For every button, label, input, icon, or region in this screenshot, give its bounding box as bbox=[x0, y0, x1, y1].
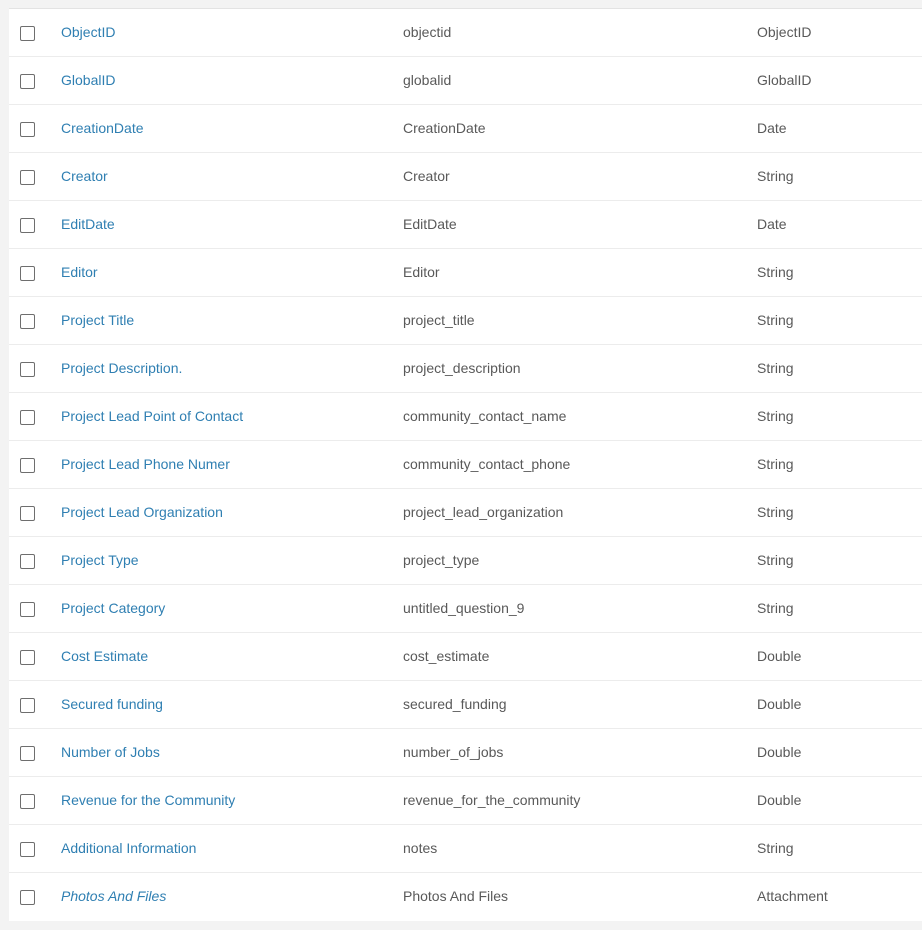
row-checkbox[interactable] bbox=[20, 410, 35, 425]
field-name: revenue_for_the_community bbox=[403, 792, 581, 808]
field-alias-link[interactable]: Project Lead Phone Numer bbox=[61, 456, 230, 472]
row-checkbox[interactable] bbox=[20, 602, 35, 617]
table-row bbox=[9, 9, 922, 57]
row-checkbox[interactable] bbox=[20, 746, 35, 761]
table-row bbox=[9, 729, 922, 777]
field-type: String bbox=[757, 264, 794, 280]
field-alias-link[interactable]: Additional Information bbox=[61, 840, 197, 856]
field-name: EditDate bbox=[403, 216, 457, 232]
table-row bbox=[9, 201, 922, 249]
row-checkbox[interactable] bbox=[20, 362, 35, 377]
field-type: String bbox=[757, 600, 794, 616]
field-name: untitled_question_9 bbox=[403, 600, 525, 616]
field-type: String bbox=[757, 456, 794, 472]
field-alias-link[interactable]: Project Type bbox=[61, 552, 139, 568]
row-checkbox[interactable] bbox=[20, 554, 35, 569]
fields-table-body bbox=[9, 9, 922, 921]
table-row bbox=[9, 537, 922, 585]
table-row bbox=[9, 441, 922, 489]
row-checkbox[interactable] bbox=[20, 890, 35, 905]
table-row bbox=[9, 825, 922, 873]
field-alias-link[interactable]: Project Lead Organization bbox=[61, 504, 223, 520]
field-type: String bbox=[757, 840, 794, 856]
table-row bbox=[9, 585, 922, 633]
field-alias-link[interactable]: Project Lead Point of Contact bbox=[61, 408, 244, 424]
field-name: notes bbox=[403, 840, 438, 856]
field-name: project_description bbox=[403, 360, 521, 376]
field-type: String bbox=[757, 504, 794, 520]
field-type: Double bbox=[757, 744, 802, 760]
table-row bbox=[9, 153, 922, 201]
table-row bbox=[9, 105, 922, 153]
row-checkbox[interactable] bbox=[20, 842, 35, 857]
field-type: String bbox=[757, 552, 794, 568]
row-checkbox[interactable] bbox=[20, 506, 35, 521]
field-name: Photos And Files bbox=[403, 888, 509, 904]
field-alias-link[interactable]: ObjectID bbox=[61, 24, 116, 40]
field-type: Date bbox=[757, 216, 787, 232]
field-name: secured_funding bbox=[403, 696, 507, 712]
field-type: ObjectID bbox=[757, 24, 812, 40]
row-checkbox[interactable] bbox=[20, 218, 35, 233]
field-name: project_type bbox=[403, 552, 480, 568]
table-row bbox=[9, 633, 922, 681]
row-checkbox[interactable] bbox=[20, 650, 35, 665]
field-type: String bbox=[757, 360, 794, 376]
row-checkbox[interactable] bbox=[20, 458, 35, 473]
field-alias-link[interactable]: CreationDate bbox=[61, 120, 144, 136]
field-name: number_of_jobs bbox=[403, 744, 504, 760]
row-checkbox[interactable] bbox=[20, 314, 35, 329]
field-alias-link[interactable]: Number of Jobs bbox=[61, 744, 160, 760]
row-checkbox[interactable] bbox=[20, 122, 35, 137]
field-alias-link[interactable]: Project Title bbox=[61, 312, 135, 328]
table-row bbox=[9, 345, 922, 393]
field-type: Double bbox=[757, 696, 802, 712]
table-row bbox=[9, 249, 922, 297]
field-name: cost_estimate bbox=[403, 648, 490, 664]
field-name: community_contact_phone bbox=[403, 456, 571, 472]
table-row bbox=[9, 873, 922, 921]
table-row bbox=[9, 681, 922, 729]
row-checkbox[interactable] bbox=[20, 794, 35, 809]
field-name: objectid bbox=[403, 24, 452, 40]
field-alias-link[interactable]: GlobalID bbox=[61, 72, 116, 88]
field-type: GlobalID bbox=[757, 72, 812, 88]
field-alias-link[interactable]: Photos And Files bbox=[61, 888, 167, 904]
row-checkbox[interactable] bbox=[20, 74, 35, 89]
field-name: Creator bbox=[403, 168, 450, 184]
field-type: Date bbox=[757, 120, 787, 136]
field-name: community_contact_name bbox=[403, 408, 567, 424]
field-type: Attachment bbox=[757, 888, 828, 904]
field-alias-link[interactable]: Secured funding bbox=[61, 696, 163, 712]
field-type: String bbox=[757, 312, 794, 328]
field-alias-link[interactable]: Project Description. bbox=[61, 360, 183, 376]
field-alias-link[interactable]: Editor bbox=[61, 264, 98, 280]
row-checkbox[interactable] bbox=[20, 170, 35, 185]
field-alias-link[interactable]: Creator bbox=[61, 168, 108, 184]
field-type: Double bbox=[757, 792, 802, 808]
field-type: Double bbox=[757, 648, 802, 664]
table-row bbox=[9, 777, 922, 825]
field-name: Editor bbox=[403, 264, 440, 280]
field-alias-link[interactable]: Project Category bbox=[61, 600, 166, 616]
field-name: project_lead_organization bbox=[403, 504, 564, 520]
field-name: globalid bbox=[403, 72, 452, 88]
table-row bbox=[9, 57, 922, 105]
field-type: String bbox=[757, 408, 794, 424]
field-type: String bbox=[757, 168, 794, 184]
table-row bbox=[9, 489, 922, 537]
table-row bbox=[9, 393, 922, 441]
table-row bbox=[9, 297, 922, 345]
row-checkbox[interactable] bbox=[20, 266, 35, 281]
field-alias-link[interactable]: EditDate bbox=[61, 216, 115, 232]
fields-table bbox=[9, 8, 922, 921]
field-name: CreationDate bbox=[403, 120, 486, 136]
field-name: project_title bbox=[403, 312, 475, 328]
field-alias-link[interactable]: Cost Estimate bbox=[61, 648, 149, 664]
field-alias-link[interactable]: Revenue for the Community bbox=[61, 792, 236, 808]
row-checkbox[interactable] bbox=[20, 698, 35, 713]
row-checkbox[interactable] bbox=[20, 26, 35, 41]
